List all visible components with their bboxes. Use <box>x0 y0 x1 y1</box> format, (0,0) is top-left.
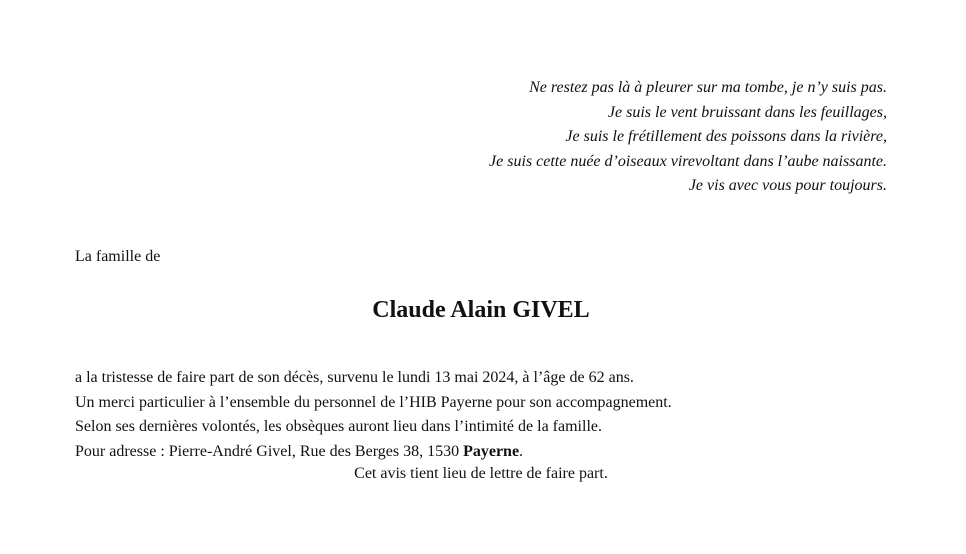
closing-note: Cet avis tient lieu de lettre de faire part. <box>354 465 608 482</box>
deceased-name: Claude Alain GIVEL <box>372 297 590 323</box>
body-line: Un merci particulier à l’ensemble du personnel de l’HIB Payerne pour son accompagnement. <box>75 393 672 411</box>
announcement-body <box>75 366 672 464</box>
poem-line: Ne restez pas là à pleurer sur ma tombe, je n’y suis pas. <box>529 79 887 96</box>
address-line <box>75 440 672 465</box>
poem-line: Je vis avec vous pour toujours. <box>688 177 887 194</box>
body-line: Selon ses dernières volontés, les obsèques auront lieu dans l’intimité de la famille. <box>75 418 602 435</box>
address-suffix: . <box>519 442 524 460</box>
poem-quote <box>489 76 887 199</box>
intro-text: La famille de <box>75 248 161 265</box>
poem-line: Je suis cette nuée d’oiseaux virevoltant dans l’aube naissante. <box>489 152 887 170</box>
poem-line: Je suis le frétillement des poissons dans la rivière, <box>565 128 887 145</box>
address-prefix: Pour adresse : Pierre-André Givel, Rue des Berges 38, 1530 <box>75 442 464 460</box>
address-city: Payerne <box>463 442 520 460</box>
poem-line: Je suis le vent bruissant dans les feuillages, <box>607 103 887 121</box>
body-line: a la tristesse de faire part de son décès, survenu le lundi 13 mai 2024, à l’âge de 62 ans. <box>75 369 634 386</box>
